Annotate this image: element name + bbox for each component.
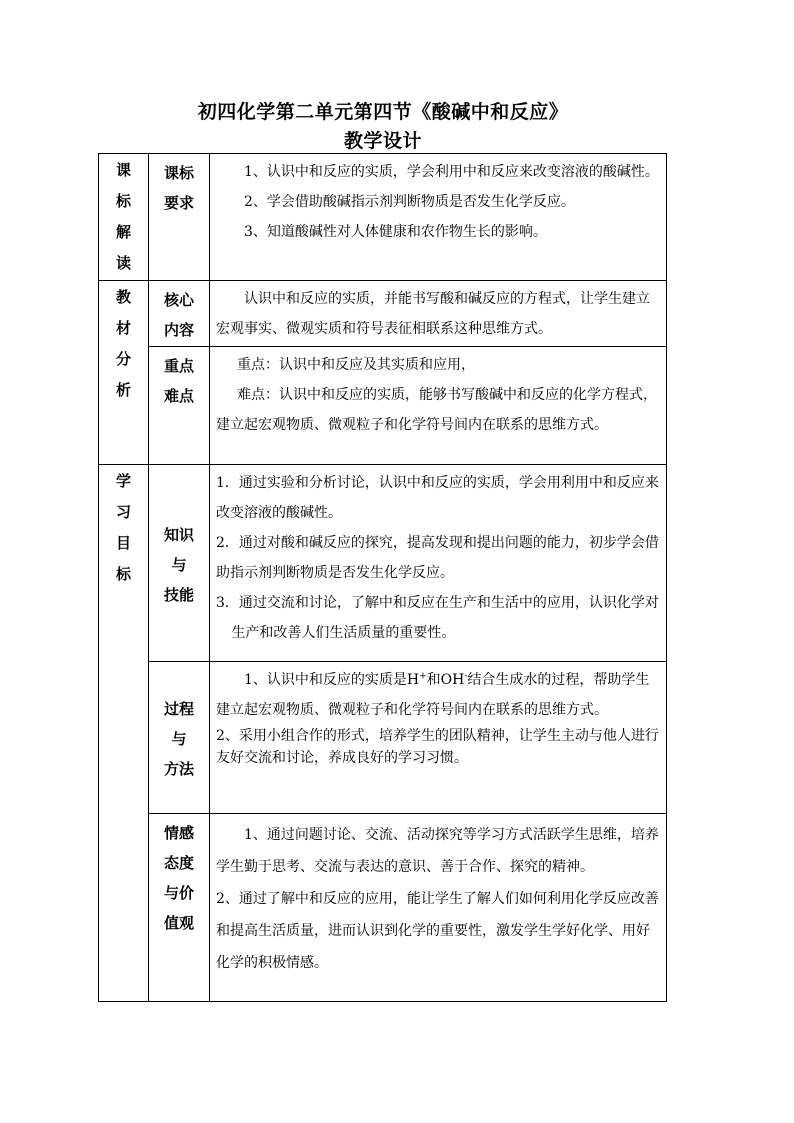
subcategory-cell-knowledge-skills: 知识 与 技能 bbox=[149, 465, 210, 662]
content-cell-requirements bbox=[210, 154, 667, 281]
lesson-plan-table bbox=[98, 153, 667, 1002]
paragraph: 1、认识中和反应的实质，学会利用中和反应来改变溶液的酸碱性。 bbox=[244, 164, 659, 180]
document-subtitle: 教学设计 bbox=[343, 130, 422, 152]
content-cell-process-methods bbox=[210, 662, 667, 814]
paragraph: 重点：认识中和反应及其实质和应用， bbox=[237, 357, 475, 373]
category-cell-curriculum: 课 标 解 读 bbox=[99, 154, 149, 281]
paragraph: 1、认识中和反应的实质是H+和OH-结合生成水的过程，帮助学生建立起宏观物质、微观粒子和化学符号间内在联系的思维方式。 bbox=[216, 671, 650, 718]
paragraph: 3．通过交流和讨论，了解中和反应在生产和生活中的应用，认识化学对生产和改善人们生活质量的重要性。 bbox=[216, 595, 659, 641]
table-row bbox=[99, 814, 667, 1002]
category-cell-learning-objectives: 学 习 目 标 bbox=[99, 465, 149, 1002]
paragraph: 2、通过了解中和反应的应用，能让学生了解人们如何利用化学反应改善和提高生活质量，进而认识到化学的重要性，激发学生学好化学、用好化学的积极情感。 bbox=[216, 891, 659, 971]
subcategory-cell-requirements: 课标 要求 bbox=[149, 154, 210, 281]
content-cell-core-content bbox=[210, 281, 667, 347]
table-row bbox=[99, 662, 667, 814]
paragraph: 认识中和反应的实质，并能书写酸和碱反应的方程式，让学生建立宏观事实、微观实质和符号表征相联系这种思维方式。 bbox=[216, 291, 650, 337]
category-cell-material-analysis: 教 材 分 析 bbox=[99, 281, 149, 465]
content-cell-key-points bbox=[210, 347, 667, 465]
paragraph: 2、学会借助酸碱指示剂判断物质是否发生化学反应。 bbox=[244, 194, 575, 210]
paragraph: 2．通过对酸和碱反应的探究，提高发现和提出问题的能力，初步学会借助指示剂判断物质是否发生化学反应。 bbox=[216, 535, 659, 581]
subcategory-cell-key-points: 重点 难点 bbox=[149, 347, 210, 465]
subcategory-cell-attitudes-values: 情感 态度 与价 值观 bbox=[149, 814, 210, 1002]
table-row bbox=[99, 154, 667, 281]
subcategory-cell-core-content: 核心 内容 bbox=[149, 281, 210, 347]
table-row bbox=[99, 465, 667, 662]
table-row bbox=[99, 347, 667, 465]
paragraph: 2、采用小组合作的形式，培养学生的团队精神，让学生主动与他人进行友好交流和讨论，养成良好的学习习惯。 bbox=[216, 728, 659, 766]
paragraph: 3、知道酸碱性对人体健康和农作物生长的影响。 bbox=[244, 224, 547, 240]
subcategory-cell-process-methods: 过程 与 方法 bbox=[149, 662, 210, 814]
document-title: 初四化学第二单元第四节《酸碱中和反应》 bbox=[197, 101, 569, 123]
paragraph: 1、通过问题讨论、交流、活动探究等学习方式活跃学生思维，培养学生勤于思考、交流与表达的意识、善于合作、探究的精神。 bbox=[216, 827, 659, 875]
paragraph: 难点：认识中和反应的实质，能够书写酸碱中和反应的化学方程式，建立起宏观物质、微观粒子和化学符号间内在联系的思维方式。 bbox=[216, 387, 657, 433]
table-row bbox=[99, 281, 667, 347]
content-cell-knowledge-skills bbox=[210, 465, 667, 662]
paragraph: 1．通过实验和分析讨论，认识中和反应的实质，学会用利用中和反应来改变溶液的酸碱性。 bbox=[216, 475, 659, 521]
content-cell-attitudes-values bbox=[210, 814, 667, 1002]
